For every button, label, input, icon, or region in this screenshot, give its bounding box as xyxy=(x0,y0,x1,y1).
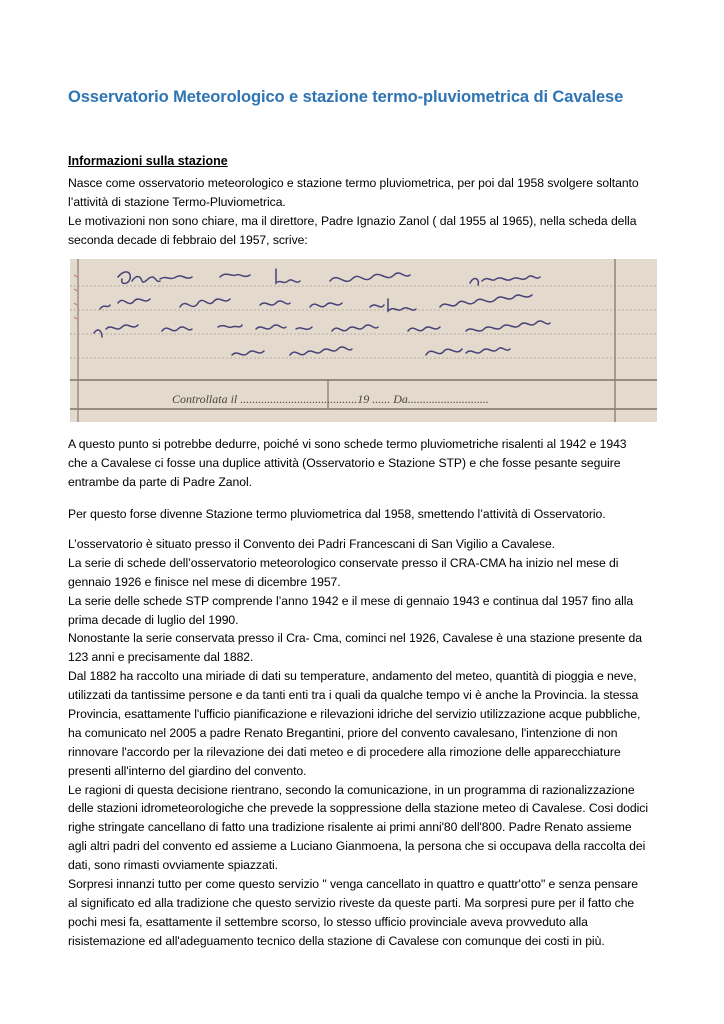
text-line: Per questo forse divenne Stazione termo pluviometrica dal 1958, smettendo l’attività di Osservatorio. xyxy=(68,507,606,521)
text-line: risistemazione ed all'adeguamento tecnico della stazione di Cavalese con comunque dei costi in più. xyxy=(68,933,605,948)
text-line: ha comunicato nel 2005 a padre Renato Bregantini, priore del convento cavalesano, l'intenzione di non xyxy=(68,725,618,740)
text-line: Le motivazioni non sono chiare, ma il direttore, Padre Ignazio Zanol ( dal 1955 al 1965), nella scheda della xyxy=(68,213,637,228)
text-line: al significato ed alla tradizione che questo servizio riveste da queste parti. Ma sorpresi pure per il fatto che xyxy=(68,895,635,910)
text-line: Provincia, esattamente l'ufficio pianificazione e rilevazioni idriche del servizio utilizzazione acque pubbliche, xyxy=(68,707,641,722)
intro-paragraph xyxy=(68,174,668,250)
text-line: Dal 1882 ha raccolto una miriade di dati su temperature, andamento del meteo, quantità di pioggia e neve, xyxy=(68,669,637,684)
text-line: pochi mesi fa, esattamente il settembre scorso, lo stesso ufficio provinciale aveva provveduto alla xyxy=(68,914,588,929)
text-line: Nonostante la serie conservata presso il Cra- Cma, cominci nel 1926, Cavalese è una stazione presente da xyxy=(68,631,643,646)
text-line: L’osservatorio è situato presso il Convento dei Padri Francescani di San Vigilio a Cavalese. xyxy=(68,537,556,551)
text-line: dati, sono rimasti ovviamente spiazzati. xyxy=(68,858,279,873)
text-line: Sorpresi innanzi tutto per come questo servizio " venga cancellato in quattro e quattr'otto" e senza pensare xyxy=(68,877,638,892)
text-line: rinnovare l'accordo per la rilevazione dei dati meteo e di procedere alla rimozione delle apparecchiature xyxy=(68,744,621,759)
paragraph-2 xyxy=(68,505,668,524)
paragraph-3 xyxy=(68,535,668,951)
text-line: delle stazioni idrometeorologiche che prevede la soppressione della stazione meteo di Cavalese. Cosi dodici xyxy=(68,801,648,816)
text-line: Nasce come osservatorio meteorologico e stazione termo pluviometrica, per poi dal 1958 svolgere soltanto xyxy=(68,176,639,190)
text-line: A questo punto si potrebbe dedurre, poiché vi sono schede termo pluviometriche risalenti al 1942 e 1943 xyxy=(68,437,627,451)
text-line: gennaio 1926 e finisce nel mese di dicembre 1957. xyxy=(68,574,341,589)
handwritten-note-scan xyxy=(70,259,657,422)
text-line: 123 anni e precisamente dal 1882. xyxy=(68,650,254,665)
text-line: seconda decade di febbraio del 1957, scrive: xyxy=(68,232,308,247)
text-line: presenti all'interno del giardino del convento. xyxy=(68,763,307,778)
text-line: utilizzati da tantissime persone e da tanti enti tra i quali da qualche tempo vi è anche la Provincia. la stessa xyxy=(68,688,639,703)
text-line: agli altri padri del convento ed assieme a Luciano Gianmoena, la persona che si occupava della raccolta dei xyxy=(68,839,646,854)
text-line: che a Cavalese ci fosse una duplice attività (Osservatorio e Stazione STP) e che fosse pesante seguire xyxy=(68,455,621,470)
document-title: Osservatorio Meteorologico e stazione termo-pluviometrica di Cavalese xyxy=(68,88,624,106)
text-line: La serie delle schede STP comprende l’anno 1942 e il mese di gennaio 1943 e continua dal 1957 fino alla xyxy=(68,593,634,608)
text-line: entrambe da parte di Padre Zanol. xyxy=(68,474,252,489)
text-line: La serie di schede dell’osservatorio meteorologico conservate presso il CRA-CMA ha inizio nel mese di xyxy=(68,555,619,570)
paragraph-1 xyxy=(68,435,668,492)
text-line: righe stringate cancellano di fatto una tradizione risalente ai primi anni'80 dell'800. Padre Renato assieme xyxy=(68,820,632,835)
section-heading: Informazioni sulla stazione xyxy=(68,154,228,168)
text-line: prima decade di luglio del 1990. xyxy=(68,612,239,627)
scan-printed-label: Controllata il .......................................19 ...... Da........................... xyxy=(172,392,489,406)
text-line: Le ragioni di questa decisione rientrano, secondo la comunicazione, in un programma di razionalizzazione xyxy=(68,782,635,797)
text-line: l’attività di stazione Termo-Pluviometrica. xyxy=(68,194,286,209)
